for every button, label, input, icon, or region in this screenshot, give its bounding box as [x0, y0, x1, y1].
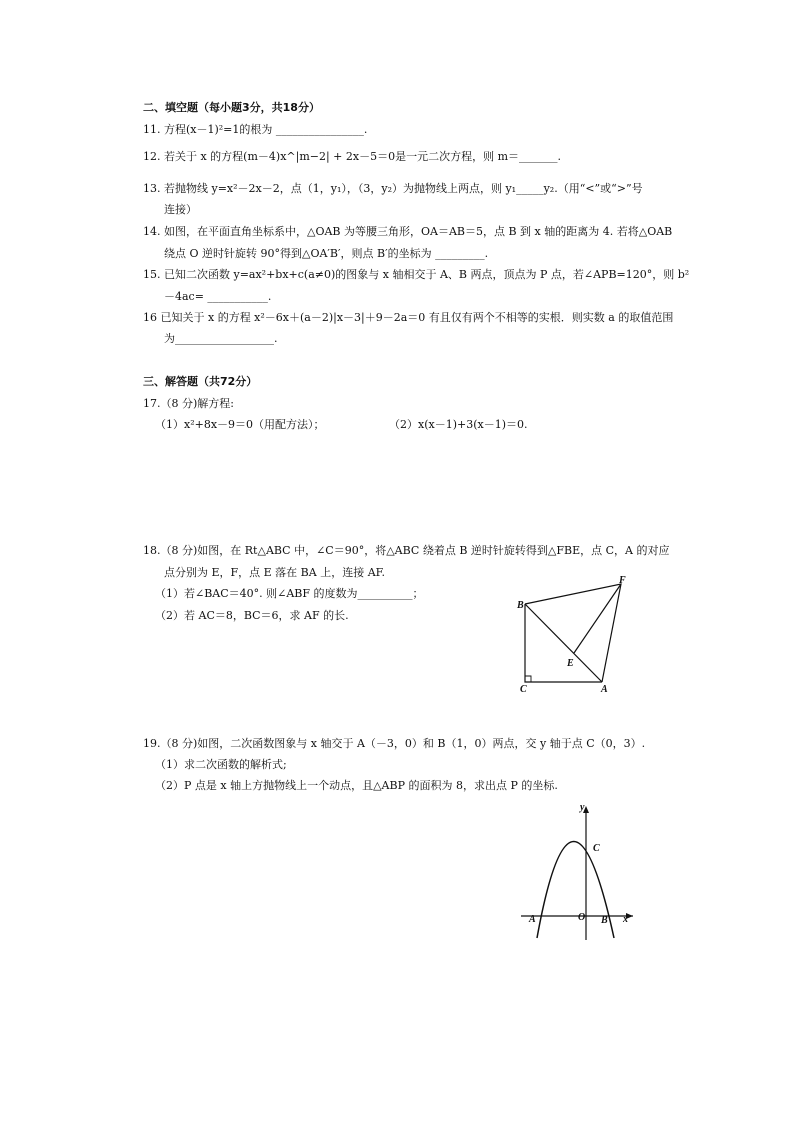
question-18-line1: 18.（8 分)如图，在 Rt△ABC 中，∠C＝90°，将△ABC 绕着点 B 逆时针旋转得到△FBE，点 C，A 的对应 — [143, 544, 670, 557]
question-16-line1: 16 已知关于 x 的方程 x²－6x＋(a－2)|x－3|＋9－2a＝0 有且仅有两个不相等的实根．则实数 a 的取值范围 — [143, 311, 674, 324]
question-15-line1: 15. 已知二次函数 y=ax²+bx+c(a≠0)的图象与 x 轴相交于 A、B 两点，顶点为 P 点，若∠APB=120°，则 b² — [143, 268, 690, 281]
question-19-part2: （2）P 点是 x 轴上方抛物线上一个动点，且△ABP 的面积为 8，求出点 P 的坐标. — [155, 779, 558, 792]
label-F: F — [619, 575, 626, 586]
question-12: 12. 若关于 x 的方程(m－4)x^|m−2| + 2x－5＝0是一元二次方程，则 m＝_______. — [143, 150, 562, 163]
label-E: E — [567, 658, 574, 669]
section-2-title: 二、填空题（每小题3分，共18分） — [143, 101, 320, 114]
question-18-line2: 点分别为 E，F，点 E 落在 BA 上，连接 AF. — [164, 566, 386, 579]
question-13-line2: 连接） — [164, 203, 197, 216]
question-19-line1: 19.（8 分)如图，二次函数图象与 x 轴交于 A（－3，0）和 B（1，0）两点，交 y 轴于点 C（0，3）. — [143, 737, 646, 750]
label-C: C — [593, 843, 600, 854]
question-18-part1: （1）若∠BAC＝40°. 则∠ABF 的度数为__________； — [155, 587, 424, 600]
label-A: A — [529, 914, 536, 925]
question-13-line1: 13. 若抛物线 y=x²－2x－2，点（1，y₁），（3，y₂）为抛物线上两点，则 y₁_____y₂.（用“<”或“>”号 — [143, 182, 643, 195]
label-x: x — [623, 914, 628, 925]
question-11: 11. 方程(x－1)²=1的根为 ________________. — [143, 123, 368, 136]
question-17-part2: （2）x(x－1)+3(x－1)＝0. — [389, 418, 528, 431]
label-B: B — [517, 600, 524, 611]
section-3-title: 三、解答题（共72分） — [143, 375, 258, 388]
label-A: A — [601, 684, 608, 695]
label-O: O — [578, 912, 586, 923]
label-y: y — [580, 802, 585, 813]
label-C: C — [520, 684, 527, 695]
question-14-line1: 14. 如图，在平面直角坐标系中，△OAB 为等腰三角形，OA＝AB＝5，点 B 到 x 轴的距离为 4. 若将△OAB — [143, 225, 673, 238]
label-B: B — [601, 915, 608, 926]
question-19-part1: （1）求二次函数的解析式; — [155, 758, 287, 771]
figure-19-parabola-graph — [515, 800, 640, 945]
question-14-line2: 绕点 O 逆时针旋转 90°得到△OA′B′，则点 B′的坐标为 _________. — [164, 247, 489, 260]
question-18-part2: （2）若 AC＝8，BC＝6，求 AF 的长. — [155, 609, 349, 622]
question-16-line2: 为__________________. — [164, 332, 278, 345]
question-17: 17.（8 分)解方程: — [143, 397, 234, 410]
question-17-part1: （1）x²+8x－9＝0（用配方法）； — [155, 418, 325, 431]
figure-18-triangle-diagram — [505, 570, 645, 695]
question-15-line2: －4ac= ___________. — [164, 290, 272, 303]
